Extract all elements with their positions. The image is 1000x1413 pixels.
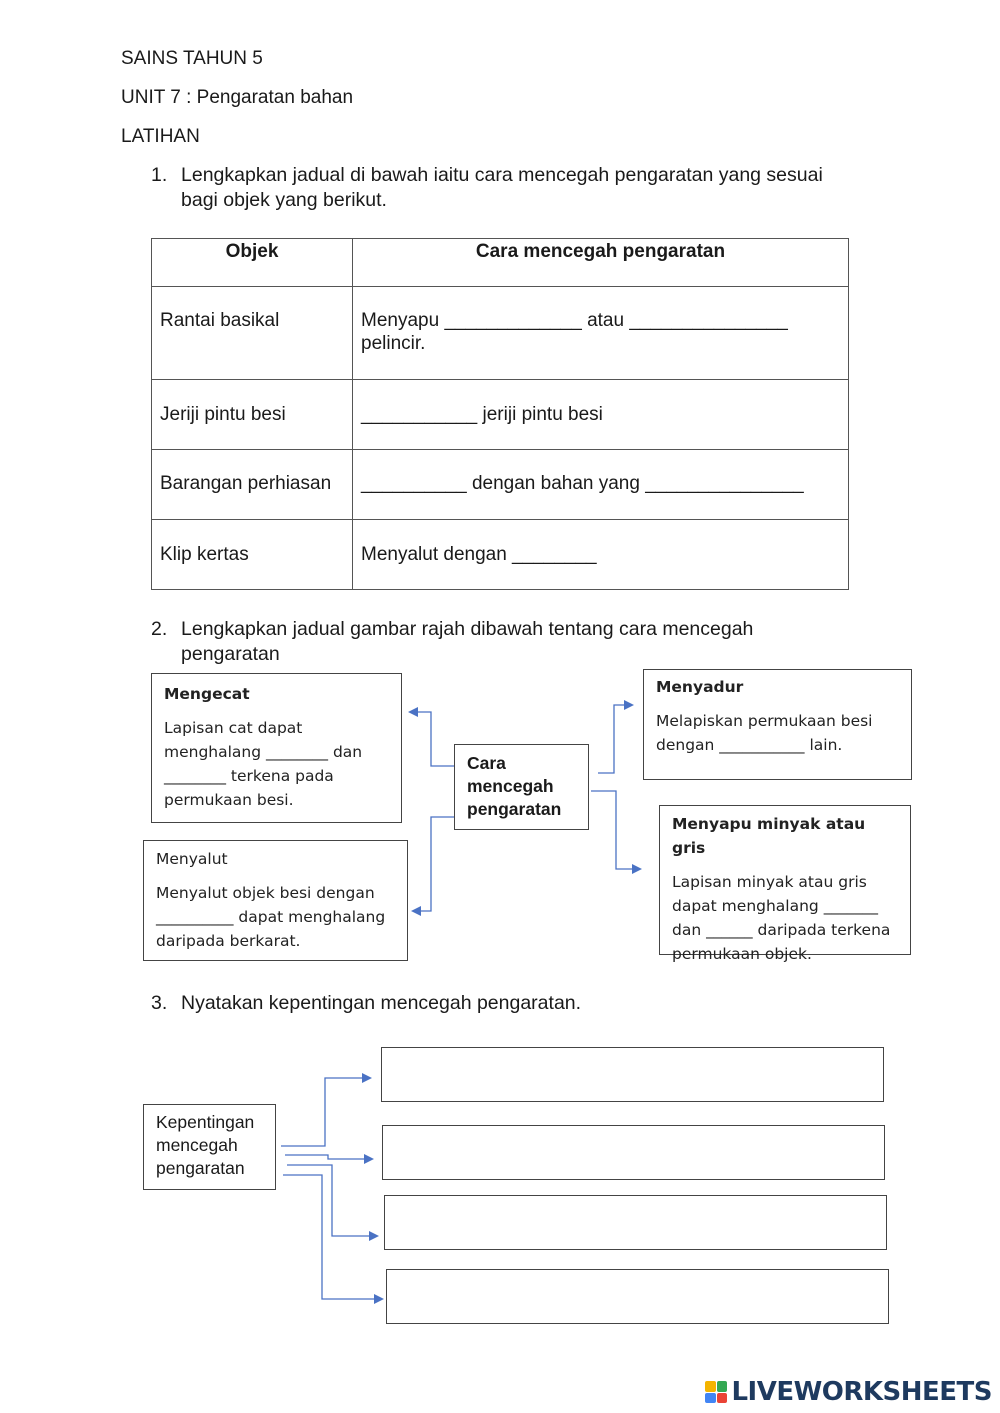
- q1-text-line1: Lengkapkan jadual di bawah iaitu cara mencegah pengaratan yang sesuai: [181, 164, 823, 186]
- mengecat-line: permukaan besi.: [164, 791, 294, 809]
- menyadur-line: Melapiskan permukaan besi: [656, 712, 873, 730]
- section-title: LATIHAN: [121, 126, 200, 147]
- q3-text: Nyatakan kepentingan mencegah pengaratan.: [181, 992, 582, 1014]
- center-line: pengaratan: [467, 799, 562, 819]
- answer-box-1[interactable]: [381, 1047, 884, 1102]
- arrow-to-menyadur: [598, 705, 632, 773]
- subject-title: SAINS TAHUN 5: [121, 48, 263, 69]
- menyapu-line: permukaan objek.: [672, 945, 812, 963]
- table-cell-cara[interactable]: ___________ jeriji pintu besi: [353, 380, 849, 450]
- q1-number: 1.: [151, 164, 168, 186]
- unit-title: UNIT 7 : Pengaratan bahan: [121, 87, 354, 108]
- logo-text: LIVEWORKSHEETS: [731, 1377, 992, 1407]
- table-header-row: [152, 239, 849, 287]
- arrow-to-answer-3: [287, 1165, 377, 1236]
- prevention-table: [151, 238, 849, 590]
- mengecat-line: Lapisan cat dapat: [164, 719, 303, 737]
- arrow-to-menyalut: [413, 817, 454, 911]
- table-row: [152, 520, 849, 590]
- menyapu-line[interactable]: dapat menghalang _______: [672, 897, 878, 915]
- answer-box-2[interactable]: [382, 1125, 885, 1180]
- q1-text: [181, 163, 881, 213]
- kepentingan-line: Kepentingan: [156, 1112, 255, 1132]
- menyapu-title: Menyapu minyak atau gris: [672, 815, 866, 857]
- table-cell-objek: Barangan perhiasan: [152, 450, 353, 520]
- mengecat-line[interactable]: ________ terkena pada: [164, 767, 334, 785]
- menyapu-line: Lapisan minyak atau gris: [672, 873, 867, 891]
- arrow-to-answer-1: [281, 1078, 370, 1146]
- menyapu-box: [659, 805, 911, 963]
- mengecat-box: [151, 673, 402, 823]
- kepentingan-line: pengaratan: [156, 1158, 245, 1178]
- menyadur-line[interactable]: dengan ___________ lain.: [656, 736, 843, 754]
- cara-line2: pelincir.: [361, 333, 426, 354]
- answer-box-3[interactable]: [384, 1195, 887, 1250]
- menyalut-title: Menyalut: [156, 850, 228, 868]
- q2-text-line2: pengaratan: [181, 643, 280, 665]
- cara-line1[interactable]: Menyapu _____________ atau _______________: [361, 310, 788, 331]
- arrow-to-mengecat: [410, 712, 454, 766]
- q3-number: 3.: [151, 992, 168, 1014]
- menyadur-title: Menyadur: [656, 678, 744, 696]
- table-cell-objek: Jeriji pintu besi: [152, 380, 353, 450]
- menyalut-box: [143, 840, 408, 961]
- table-header-objek: Objek: [152, 239, 353, 287]
- table-header-cara: Cara mencegah pengaratan: [353, 239, 849, 287]
- answer-box-4[interactable]: [386, 1269, 889, 1324]
- arrow-to-menyapu: [591, 791, 640, 869]
- arrow-to-answer-2: [285, 1155, 372, 1159]
- table-row: [152, 380, 849, 450]
- center-line: mencegah: [467, 776, 554, 796]
- menyalut-line: Menyalut objek besi dengan: [156, 884, 375, 902]
- kepentingan-line: mencegah: [156, 1135, 238, 1155]
- table-cell-cara[interactable]: __________ dengan bahan yang _______________: [353, 450, 849, 520]
- q2-number: 2.: [151, 618, 168, 640]
- table-cell-objek: Klip kertas: [152, 520, 353, 590]
- mengecat-line[interactable]: menghalang ________ dan: [164, 743, 363, 761]
- table-row: [152, 287, 849, 380]
- q2-text-line1: Lengkapkan jadual gambar rajah dibawah tentang cara mencegah: [181, 618, 754, 640]
- menyalut-line: daripada berkarat.: [156, 932, 301, 950]
- q2-text: [181, 617, 881, 667]
- table-row: [152, 450, 849, 520]
- table-cell-objek: Rantai basikal: [152, 287, 353, 380]
- liveworksheets-logo: [705, 1377, 992, 1407]
- menyapu-line[interactable]: dan ______ daripada terkena: [672, 921, 891, 939]
- liveworksheets-logo-icon: [705, 1381, 727, 1403]
- table-cell-cara[interactable]: Menyalut dengan ________: [353, 520, 849, 590]
- mengecat-title: Mengecat: [164, 685, 250, 703]
- center-box: [454, 744, 589, 830]
- menyadur-box: [643, 669, 912, 780]
- arrow-to-answer-4: [283, 1175, 382, 1299]
- table-cell-cara[interactable]: [353, 287, 849, 380]
- menyalut-line[interactable]: __________ dapat menghalang: [156, 908, 386, 926]
- center-line: Cara: [467, 753, 506, 773]
- q1-text-line2: bagi objek yang berikut.: [181, 189, 387, 211]
- kepentingan-box: [143, 1104, 276, 1190]
